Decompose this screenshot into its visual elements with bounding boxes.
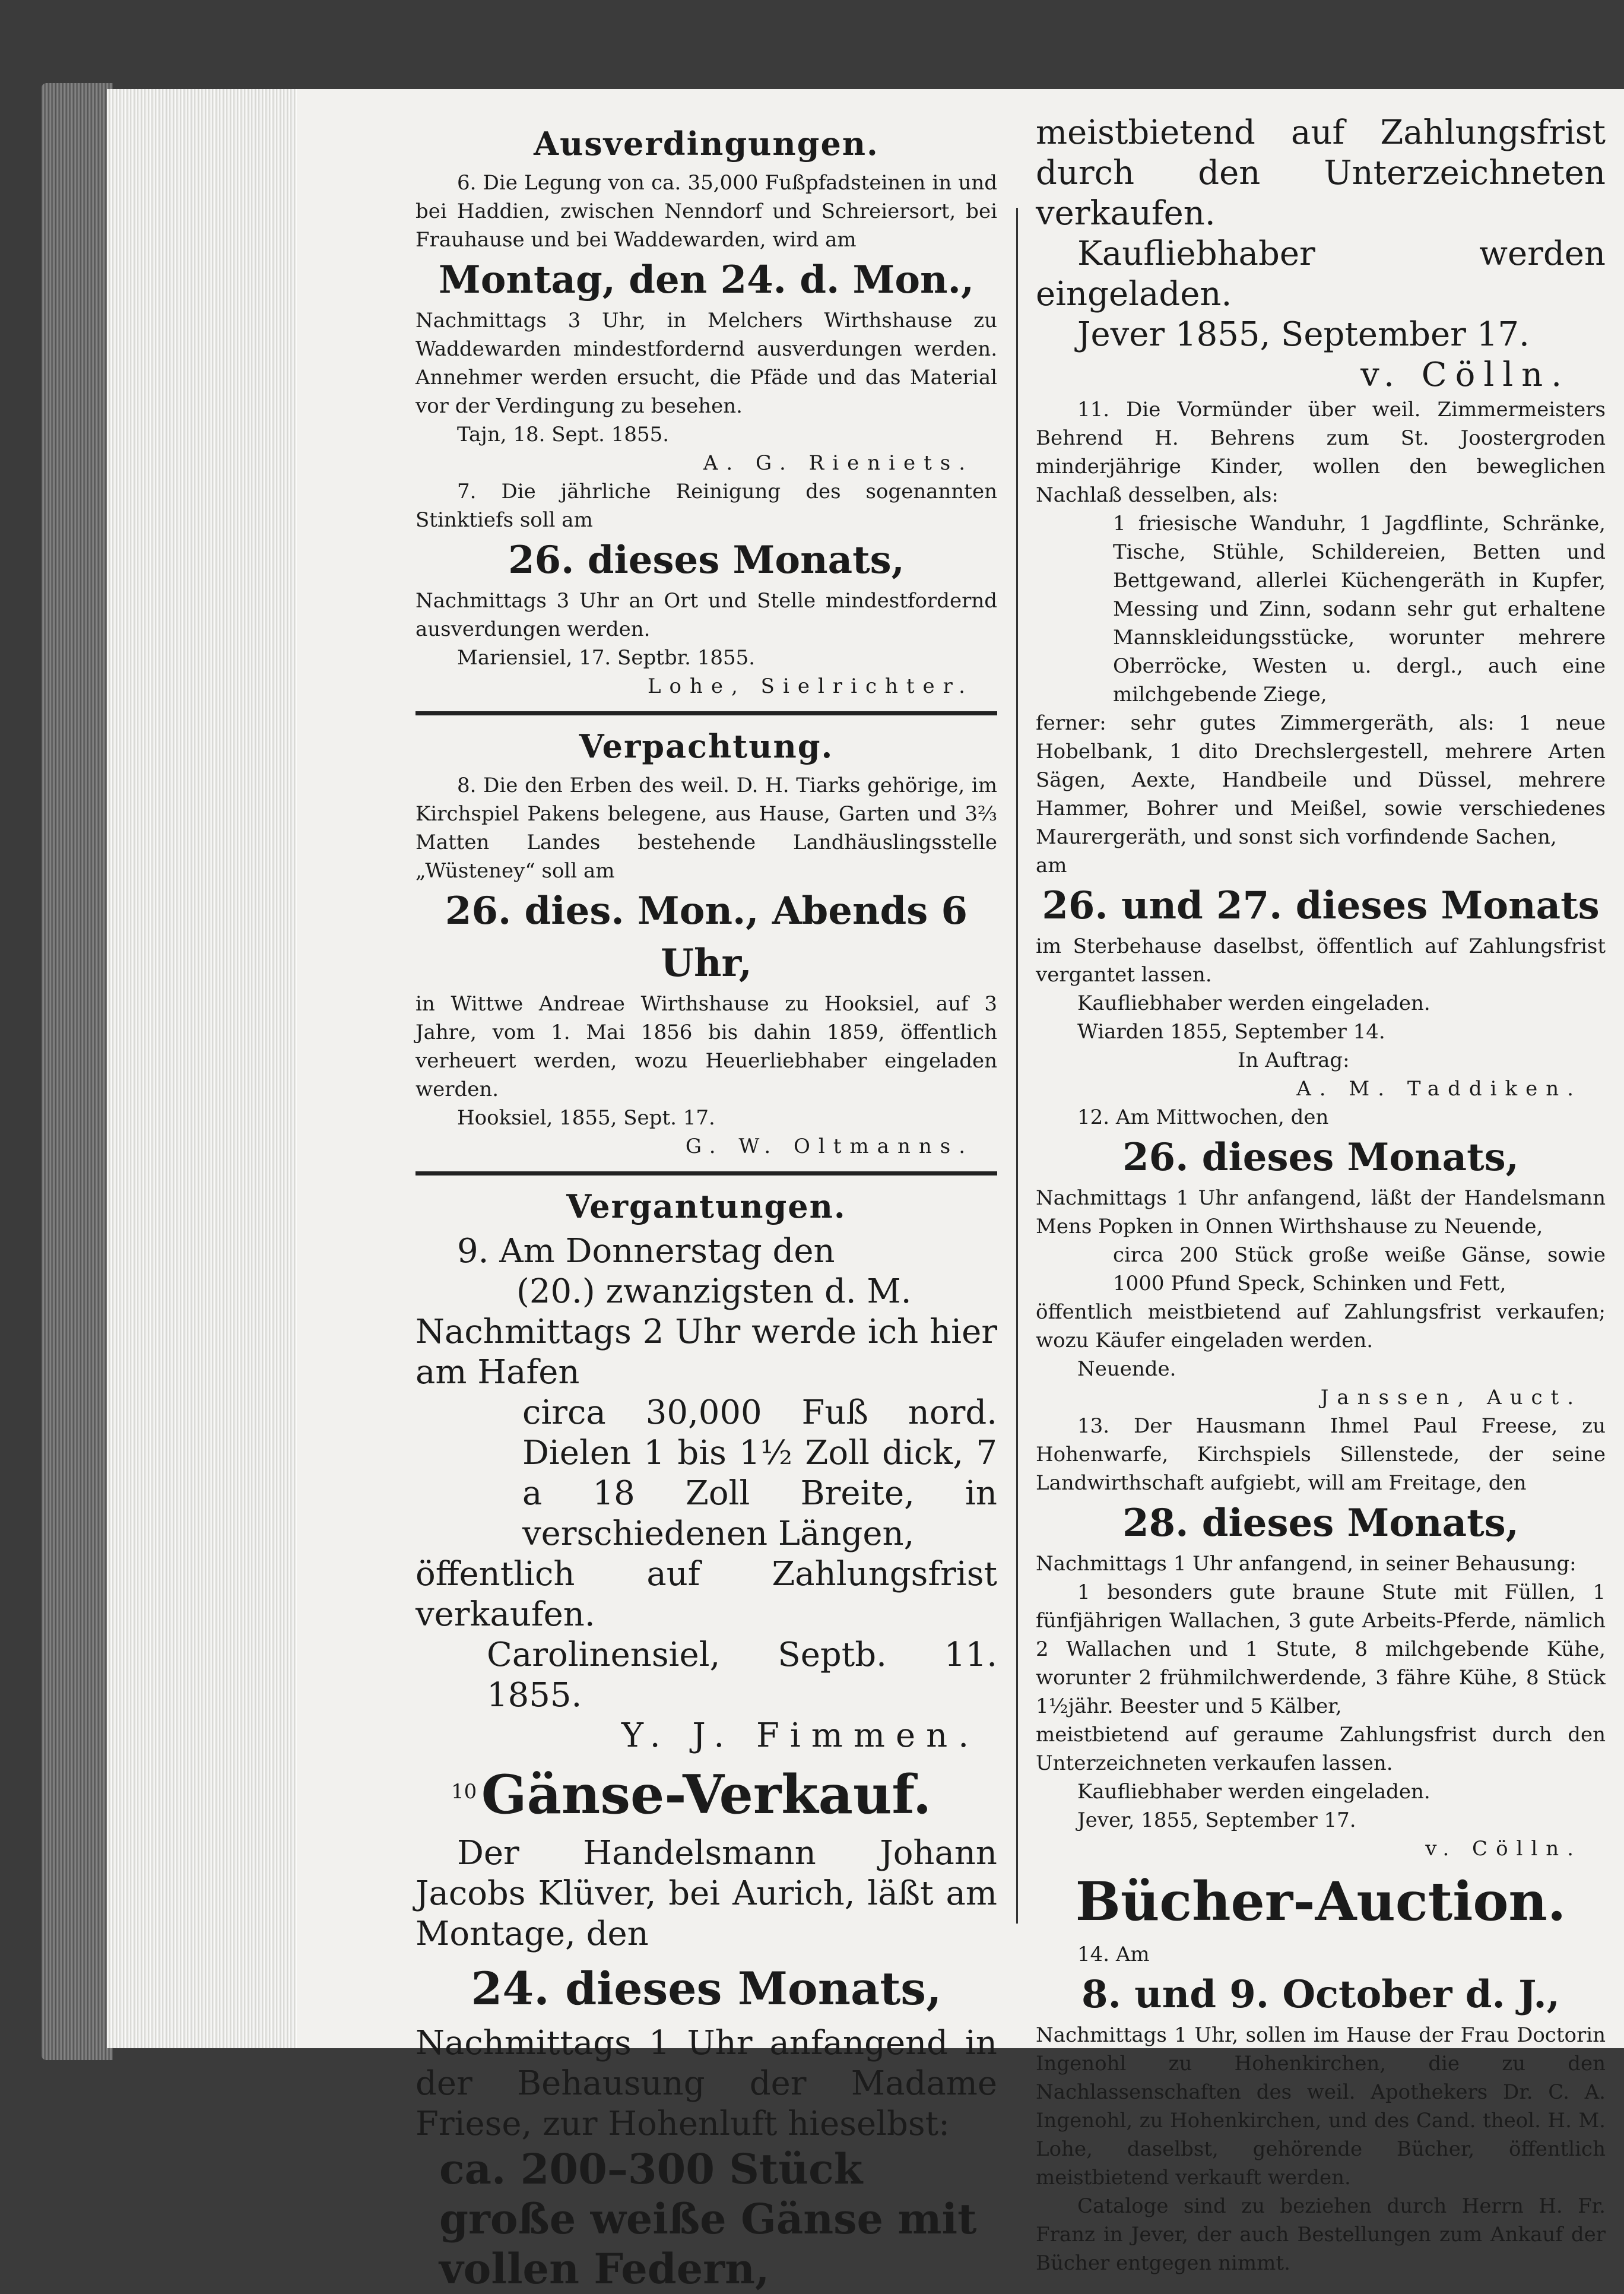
notice-13-place: Jever, 1855, September 17. bbox=[1077, 1808, 1356, 1832]
notice-6-date: Montag, den 24. d. Mon., bbox=[438, 258, 975, 302]
notice-6-text: 6. Die Legung von ca. 35,000 Fußpfadsteinen in und bei Haddien, zwischen Nenndorf und Schreiersort, bei Frauhause und bei Waddewarden, wird am bbox=[415, 171, 997, 252]
notice-r1-place: Jever 1855, September 17. bbox=[1077, 315, 1530, 354]
notice-8-text: 8. Die den Erben des weil. D. H. Tiarks gehörige, im Kirchspiel Pakens belegene, aus Hause, Garten und 3⅔ Matten Landes bestehende Landhäuslingsstelle „Wüsteney“ soll am bbox=[415, 774, 997, 883]
section-rule bbox=[415, 1171, 997, 1175]
notice-14-date: 8. und 9. October d. J., bbox=[1081, 1972, 1560, 2017]
notice-14-title: Bücher-Auction. bbox=[1075, 1870, 1566, 1933]
right-column bbox=[1036, 113, 1606, 2277]
notice-11-text2: im Sterbehause daselbst, öffentlich auf Zahlungsfrist vergantet lassen. bbox=[1036, 934, 1606, 987]
notice-10-number: 10 bbox=[451, 1780, 477, 1804]
notice-r1-text: meistbietend auf Zahlungsfrist durch den Unterzeichneten verkaufen. bbox=[1036, 113, 1606, 233]
notice-13-text4: Kaufliebhaber werden eingeladen. bbox=[1077, 1780, 1430, 1804]
notice-9-line4: circa 30,000 Fuß nord. Dielen 1 bis 1½ Zoll dick, 7 a 18 Zoll Breite, in verschiedenen Längen, bbox=[522, 1393, 997, 1553]
notice-7-place: Mariensiel, 17. Septbr. 1855. bbox=[457, 646, 756, 670]
notice-9-signature: Y. J. Fimmen. bbox=[621, 1716, 979, 1755]
column-divider bbox=[1016, 208, 1018, 1924]
notice-12-text2: Nachmittags 1 Uhr anfangend, läßt der Handelsmann Mens Popken in Onnen Wirthshause zu Neuende, bbox=[1036, 1186, 1606, 1238]
notice-r1-text2: Kaufliebhaber werden eingeladen. bbox=[1036, 235, 1606, 313]
notice-9-line1: 9. Am Donnerstag den bbox=[457, 1232, 835, 1270]
section-heading-ausverdingungen: Ausverdingungen. bbox=[534, 125, 879, 163]
notice-12-place: Neuende. bbox=[1077, 1357, 1176, 1381]
notice-6-signature: A. G. Rieniets. bbox=[703, 451, 973, 475]
section-heading-vergantungen: Vergantungen. bbox=[566, 1187, 846, 1225]
notice-11-am: am bbox=[1036, 854, 1067, 877]
notice-8-date: 26. dies. Mon., Abends 6 Uhr, bbox=[445, 889, 968, 986]
notice-14-text: Nachmittags 1 Uhr, sollen im Hause der Frau Doctorin Ingenohl zu Hohenkirchen, die zu den Nachlassenschaften des weil. Apothekers Dr. C. A. Ingenohl, zu Hohenkirchen, und des Cand. theol. H. M. Lohe, daselbst, gehörende Bücher, öffentlich meistbietend verkauft werden. bbox=[1036, 2023, 1606, 2190]
section-rule bbox=[415, 711, 997, 715]
notice-13-text: 13. Der Hausmann Ihmel Paul Freese, zu Hohenwarfe, Kirchspiels Sillenstede, der seine Landwirthschaft aufgiebt, will am Freitage, den bbox=[1036, 1414, 1606, 1495]
page-stack bbox=[107, 89, 309, 2048]
notice-12-text3: öffentlich meistbietend auf Zahlungsfrist verkaufen; wozu Käufer eingeladen werden. bbox=[1036, 1300, 1606, 1352]
notice-13-text3: meistbietend auf geraume Zahlungsfrist durch den Unterzeichneten verkaufen lassen. bbox=[1036, 1723, 1606, 1775]
notice-7-signature: Lohe, Sielrichter. bbox=[647, 674, 973, 698]
notice-11-signature: A. M. Taddiken. bbox=[1296, 1077, 1582, 1101]
notice-7-text2: Nachmittags 3 Uhr an Ort und Stelle mindestfordernd ausverdungen werden. bbox=[415, 589, 997, 641]
notice-13-date: 28. dieses Monats, bbox=[1122, 1501, 1519, 1545]
book-page-edges bbox=[42, 83, 113, 2060]
notice-7-text: 7. Die jährliche Reinigung des sogenannten Stinktiefs soll am bbox=[415, 480, 997, 532]
notice-12-signature: Janssen, Auct. bbox=[1320, 1386, 1582, 1409]
notice-11-text3: Kaufliebhaber werden eingeladen. bbox=[1077, 991, 1430, 1015]
notice-14-number: 14. Am bbox=[1077, 1943, 1150, 1966]
notice-10-title: Gänse-Verkauf. bbox=[481, 1763, 932, 1826]
notice-12-list: circa 200 Stück große weiße Gänse, sowie 1000 Pfund Speck, Schinken und Fett, bbox=[1113, 1243, 1606, 1295]
notice-11-text: 11. Die Vormünder über weil. Zimmermeisters Behrend H. Behrens zum St. Joostergroden minderjährige Kinder, wollen den beweglichen Nachlaß desselben, als: bbox=[1036, 398, 1606, 507]
notice-8-text2: in Wittwe Andreae Wirthshause zu Hooksiel, auf 3 Jahre, vom 1. Mai 1856 bis dahin 1859, öffentlich verheuert werden, wozu Heuerliebhaber eingeladen werden. bbox=[415, 992, 997, 1101]
notice-6-place: Tajn, 18. Sept. 1855. bbox=[457, 423, 670, 446]
notice-11-date: 26. und 27. dieses Monats bbox=[1042, 883, 1600, 928]
notice-11-list2: ferner: sehr gutes Zimmergeräth, als: 1 neue Hobelbank, 1 dito Drechslergestell, mehrere Arten Sägen, Aexte, Handbeile und Düssel, mehrere Hammer, Bohrer und Meißel, sowie verschiedenes Maurergeräth, und sonst sich vorfindende Sachen, bbox=[1036, 711, 1606, 849]
notice-6-text2: Nachmittags 3 Uhr, in Melchers Wirthshause zu Waddewarden mindestfordernd ausverdungen werden. Annehmer werden ersucht, die Pfäde und das Material vor der Verdingung zu besehen. bbox=[415, 309, 997, 418]
notice-10-text: Der Handelsmann Johann Jacobs Klüver, bei Aurich, läßt am Montage, den bbox=[415, 1834, 997, 1953]
notice-13-signature: v. Cölln. bbox=[1425, 1837, 1582, 1861]
notice-9-line3: Nachmittags 2 Uhr werde ich hier am Hafen bbox=[415, 1313, 997, 1392]
section-heading-verpachtung: Verpachtung. bbox=[579, 727, 834, 765]
notice-13-text2: Nachmittags 1 Uhr anfangend, in seiner Behausung: bbox=[1036, 1552, 1577, 1576]
notice-10-text2: Nachmittags 1 Uhr anfangend in der Behausung der Madame Friese, zur Hohenluft hieselbst: bbox=[415, 2024, 997, 2143]
notice-9-place: Carolinensiel, Septb. 11. 1855. bbox=[487, 1636, 997, 1715]
notice-11-auftrag: In Auftrag: bbox=[1238, 1048, 1350, 1072]
notice-12-text: 12. Am Mittwochen, den bbox=[1077, 1105, 1329, 1129]
notice-14-text2: Cataloge sind zu beziehen durch Herrn H. Fr. Franz in Jever, der auch Bestellungen zum Ankauf der Bücher entgegen nimmt. bbox=[1036, 2194, 1606, 2275]
notice-11-place: Wiarden 1855, September 14. bbox=[1077, 1020, 1385, 1044]
notice-9-line5: öffentlich auf Zahlungsfrist verkaufen. bbox=[415, 1555, 997, 1634]
notice-r1-signature: v. Cölln. bbox=[1360, 356, 1570, 394]
notice-11-list: 1 friesische Wanduhr, 1 Jagdflinte, Schränke, Tische, Stühle, Schildereien, Betten und Bettgewand, allerlei Küchengeräth in Kupfer, Messing und Zinn, sodann sehr gut erhaltene Mannskleidungsstücke, worunter mehrere Oberröcke, Westen u. dergl., auch eine milchgebende Ziege, bbox=[1113, 512, 1606, 706]
left-column bbox=[415, 113, 997, 2294]
notice-13-list: 1 besonders gute braune Stute mit Füllen, 1 fünfjährigen Wallachen, 3 gute Arbeits-Pferde, nämlich 2 Wallachen und 1 Stute, 8 milchgebende Kühe, worunter 2 frühmilchwerdende, 3 fähre Kühe, 8 Stück 1½jähr. Beester und 5 Kälber, bbox=[1036, 1580, 1606, 1718]
notice-10-date: 24. dieses Monats, bbox=[471, 1962, 942, 2015]
notice-10-goods: ca. 200–300 Stück große weiße Gänse mit vollen Federn, bbox=[439, 2144, 977, 2293]
notice-9-line2: (20.) zwanzigsten d. M. bbox=[516, 1272, 912, 1311]
notice-7-date: 26. dieses Monats, bbox=[508, 538, 905, 582]
notice-12-date: 26. dieses Monats, bbox=[1122, 1135, 1519, 1180]
notice-8-place: Hooksiel, 1855, Sept. 17. bbox=[457, 1106, 715, 1130]
notice-8-signature: G. W. Oltmanns. bbox=[685, 1135, 973, 1158]
